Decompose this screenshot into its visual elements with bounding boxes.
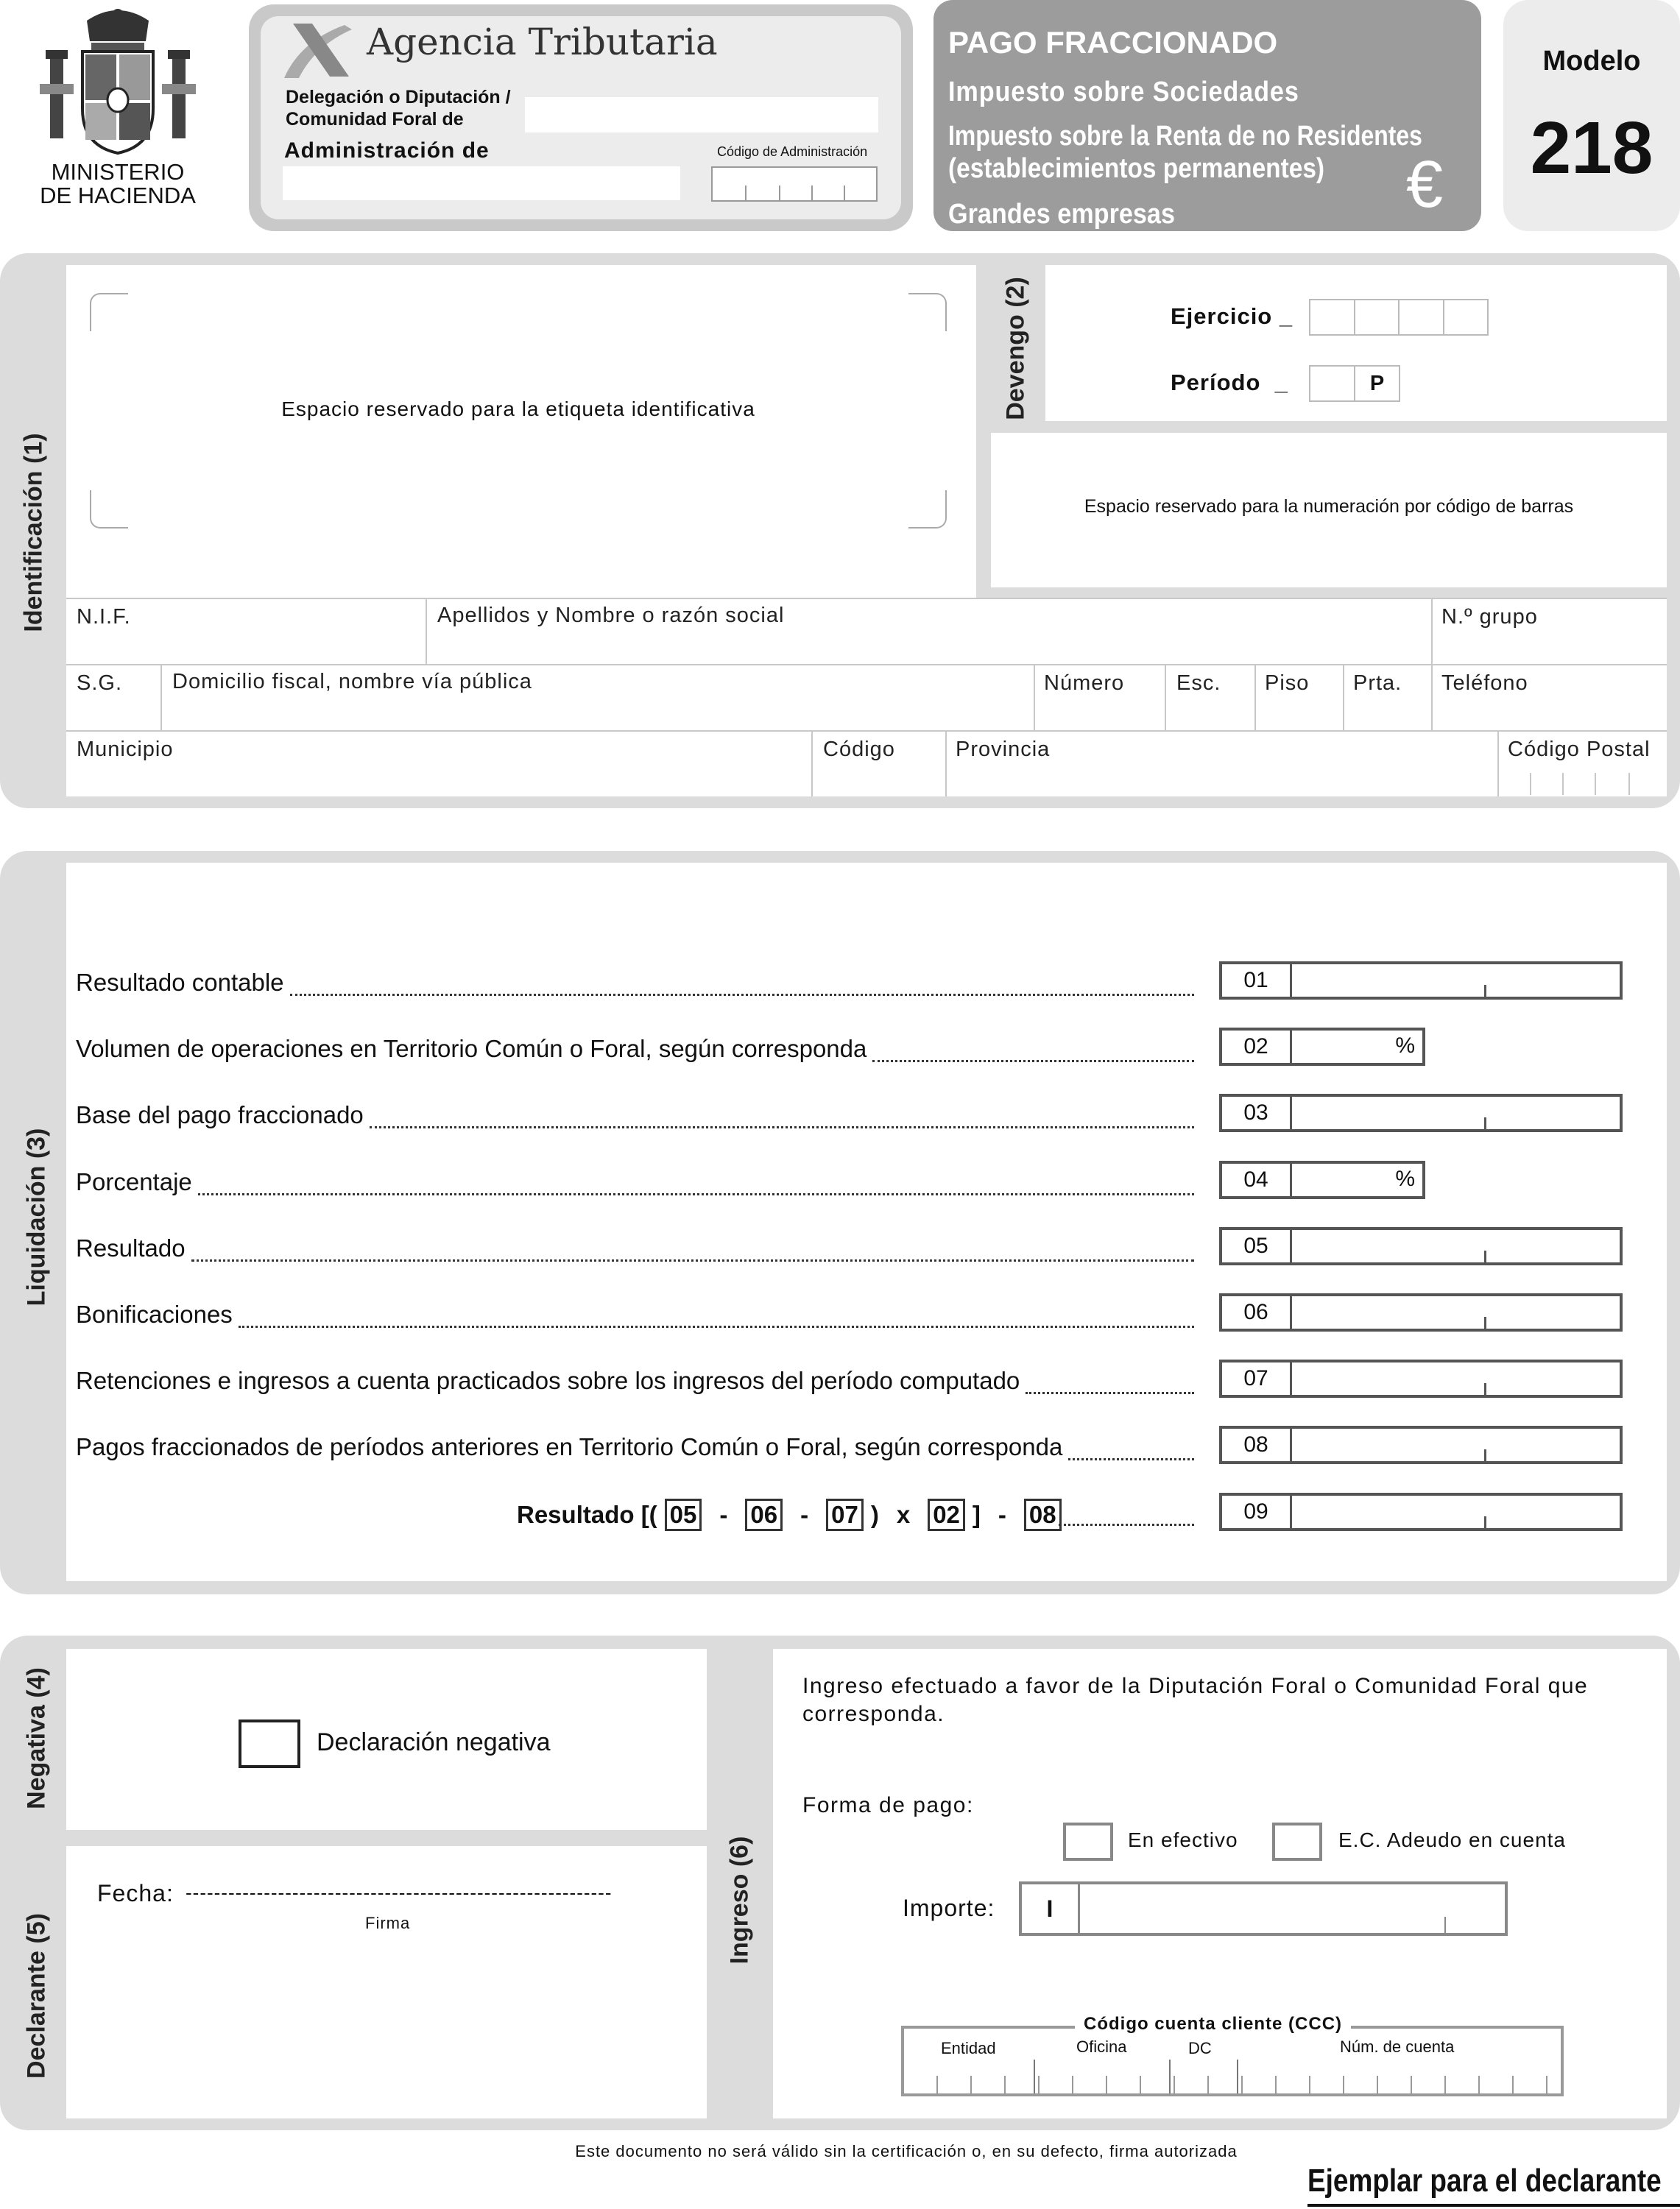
province-field[interactable]: Provincia [956,738,1051,761]
address-field[interactable]: Domicilio fiscal, nombre vía pública [172,670,532,693]
formula-box-02: 02 [928,1499,965,1531]
coat-of-arms-icon [29,6,206,160]
modelo-box [1503,0,1680,231]
formula-minus-2: - [800,1501,809,1528]
formula-bracket: ] [972,1501,981,1528]
liquidacion-row-label: Resultado contable [76,969,284,996]
liquidacion-row-label: Pagos fraccionados de períodos anteriores en Territorio Común o Foral, según corresponda [76,1433,1063,1460]
result-09-box[interactable] [1219,1493,1623,1531]
ccc-group-divider [1169,2060,1171,2093]
validity-note: Este documento no será válido sin la certificación o, en su defecto, firma autorizada [575,2142,1238,2160]
amount-box-07[interactable] [1219,1360,1623,1398]
agency-header-box [249,4,913,231]
direct-debit-checkbox[interactable] [1272,1823,1322,1861]
ccc-digit-divider [1072,2076,1073,2093]
form-subtitle-4: Grandes empresas [948,199,1175,230]
decimal-tick [1484,985,1486,997]
ccc-group-divider [1034,2060,1035,2093]
leader-dots [1026,1392,1194,1394]
number-field[interactable]: Número [1044,671,1125,695]
liquidacion-row-label: Resultado [76,1234,186,1262]
direct-debit-label: E.C. Adeudo en cuenta [1338,1828,1566,1851]
liquidacion-title: Liquidación (3) [22,1128,51,1307]
ccc-entidad-label: Entidad [941,2039,996,2057]
periodo-input[interactable] [1309,365,1400,402]
ccc-digit-divider [1241,2076,1243,2093]
amount-box-05[interactable] [1219,1227,1623,1265]
amount-box-08[interactable] [1219,1426,1623,1464]
formula-prefix: Resultado [( [517,1501,657,1528]
ccc-digit-divider [1173,2076,1175,2093]
amount-box-code: 05 [1222,1230,1292,1262]
delegation-label-2: Comunidad Foral de [286,109,464,130]
phone-field[interactable]: Teléfono [1441,671,1528,695]
formula-minus-3: - [998,1501,1006,1528]
floor-field[interactable]: Piso [1265,671,1310,695]
ccc-dc-label: DC [1188,2039,1212,2057]
decimal-tick [1484,1449,1486,1461]
form-subtitle-1: Impuesto sobre Sociedades [948,77,1299,107]
stair-field[interactable]: Esc. [1176,671,1221,695]
ccc-title: Código cuenta cliente (CCC) [1075,2014,1351,2035]
admin-code-label: Código de Administración [717,144,868,159]
ministry-logo [29,6,206,212]
group-number-field[interactable]: N.º grupo [1441,605,1538,629]
formula-box-06: 06 [745,1499,783,1531]
ccc-digit-divider [936,2076,938,2093]
delegation-label-1: Delegación o Diputación / [286,87,511,107]
periodo-label: Período _ [1171,370,1288,395]
ccc-digit-divider [1411,2076,1412,2093]
decimal-tick [1484,1383,1486,1395]
ccc-digit-divider [1038,2076,1040,2093]
formula-minus-1: - [719,1501,728,1528]
liquidacion-row-label: Retenciones e ingresos a cuenta practicados sobre los ingresos del período computado [76,1367,1020,1394]
negativa-title: Negativa (4) [22,1667,51,1809]
agency-name: Agencia Tributaria [367,21,718,63]
formula-times: x [896,1501,911,1528]
declarante-title: Declarante (5) [22,1913,51,2079]
decimal-tick [1484,1117,1486,1129]
modelo-label: Modelo [1542,46,1641,77]
formula-box-08: 08 [1024,1499,1062,1531]
administration-input[interactable] [283,166,680,200]
municipality-field[interactable]: Municipio [77,738,174,761]
liquidacion-row-label: Base del pago fraccionado [76,1101,364,1128]
signature-label: Firma [365,1914,411,1932]
leader-dots [191,1259,1194,1262]
negative-declaration-label: Declaración negativa [317,1728,551,1756]
amount-label: Importe: [903,1895,995,1921]
percent-sign: % [1395,1167,1415,1191]
liquidacion-row-label: Bonificaciones [76,1301,233,1328]
amount-box-code: 08 [1222,1429,1292,1461]
date-label: Fecha: [97,1880,174,1906]
ccc-digit-divider [1004,2076,1006,2093]
ccc-account-label: Núm. de cuenta [1340,2037,1455,2056]
agency-logo-icon [278,19,355,79]
ejercicio-input[interactable] [1309,299,1489,336]
admin-code-input[interactable] [711,166,878,202]
form-subtitle-3: (establecimientos permanentes) [948,153,1325,184]
amount-box-code: 07 [1222,1362,1292,1395]
form-title: PAGO FRACCIONADO [948,25,1278,60]
amount-box-code: 04 [1222,1164,1292,1196]
periodo-value: P [1369,371,1385,395]
leader-dots [239,1326,1194,1328]
decimal-tick [1484,1251,1486,1262]
cash-checkbox[interactable] [1063,1823,1113,1861]
municipality-code-field[interactable]: Código [823,738,895,761]
ccc-digit-divider [970,2076,972,2093]
delegation-input[interactable] [525,97,878,132]
percent-sign: % [1395,1033,1415,1058]
identification-fields [66,598,1667,796]
leader-dots [1068,1458,1194,1460]
leader-dots [198,1193,1194,1195]
amount-box-code: 06 [1222,1296,1292,1329]
ccc-digit-divider [1309,2076,1310,2093]
amount-box-03[interactable] [1219,1094,1623,1132]
formula-close: ) [870,1501,879,1528]
leader-dots [290,994,1194,996]
ccc-box[interactable] [901,2026,1564,2096]
amount-box-code: 01 [1222,964,1292,997]
barcode-space-text: Espacio reservado para la numeración por código de barras [1084,496,1574,517]
ccc-digit-divider [1546,2076,1547,2093]
date-line[interactable]: ------------------------------------------------------------ [186,1881,613,1904]
sg-field[interactable]: S.G. [77,671,123,695]
ccc-digit-divider [1140,2076,1141,2093]
administration-label: Administración de [284,138,490,163]
door-field[interactable]: Prta. [1353,671,1402,695]
copy-label: Ejemplar para el declarante [1307,2163,1662,2199]
identificacion-title: Identificación (1) [19,433,48,632]
liquidacion-row-label: Porcentaje [76,1168,192,1195]
formula-box-05: 05 [665,1499,702,1531]
form-subtitle-2: Impuesto sobre la Renta de no Residentes [948,121,1422,152]
amount-box-06[interactable] [1219,1293,1623,1332]
amount-prefix: I [1022,1884,1080,1933]
ccc-group-divider [1237,2060,1238,2093]
ccc-oficina-label: Oficina [1076,2037,1127,2056]
ingreso-title: Ingreso (6) [725,1836,754,1965]
leader-dots [370,1126,1194,1128]
ccc-digit-divider [1377,2076,1378,2093]
amount-box-01[interactable] [1219,961,1623,1000]
ingreso-text: Ingreso efectuado a favor de la Diputación Foral o Comunidad Foral que corresponda. [802,1674,1589,1726]
cash-label: En efectivo [1128,1828,1238,1851]
euro-icon: € [1406,148,1444,222]
ministry-name-line2: DE HACIENDA [40,183,196,208]
amount-input[interactable] [1019,1881,1508,1936]
label-space-text: Espacio reservado para la etiqueta identificativa [281,397,755,420]
amount-box-code: 02 [1222,1031,1292,1063]
ccc-digit-divider [1512,2076,1514,2093]
amount-box-code: 03 [1222,1097,1292,1129]
ministry-name-line1: MINISTERIO [51,159,185,185]
result-09-code: 09 [1222,1496,1292,1528]
amount-box-02[interactable] [1219,1028,1425,1066]
decimal-tick [1484,1317,1486,1329]
leader-dots [872,1060,1194,1062]
devengo-title: Devengo (2) [1001,277,1030,420]
formula-box-07: 07 [826,1499,864,1531]
negative-declaration-checkbox[interactable] [239,1720,300,1768]
ccc-digit-divider [1478,2076,1480,2093]
ccc-digit-divider [1275,2076,1277,2093]
name-field[interactable]: Apellidos y Nombre o razón social [437,604,785,627]
postal-code-field[interactable]: Código Postal [1508,738,1651,761]
copy-underline [1307,2204,1680,2207]
payment-method-label: Forma de pago: [802,1793,974,1817]
formula-row [517,1499,1062,1531]
ccc-digit-divider [1207,2076,1209,2093]
ccc-digit-divider [1444,2076,1446,2093]
title-box [933,0,1481,231]
liquidacion-row-label: Volumen de operaciones en Territorio Común o Foral, según corresponda [76,1035,867,1062]
ejercicio-label: Ejercicio _ [1171,303,1293,329]
ccc-digit-divider [1343,2076,1344,2093]
ccc-digit-divider [1106,2076,1107,2093]
modelo-number: 218 [1530,107,1653,189]
amount-box-04[interactable] [1219,1161,1425,1199]
nif-field[interactable]: N.I.F. [77,605,131,629]
